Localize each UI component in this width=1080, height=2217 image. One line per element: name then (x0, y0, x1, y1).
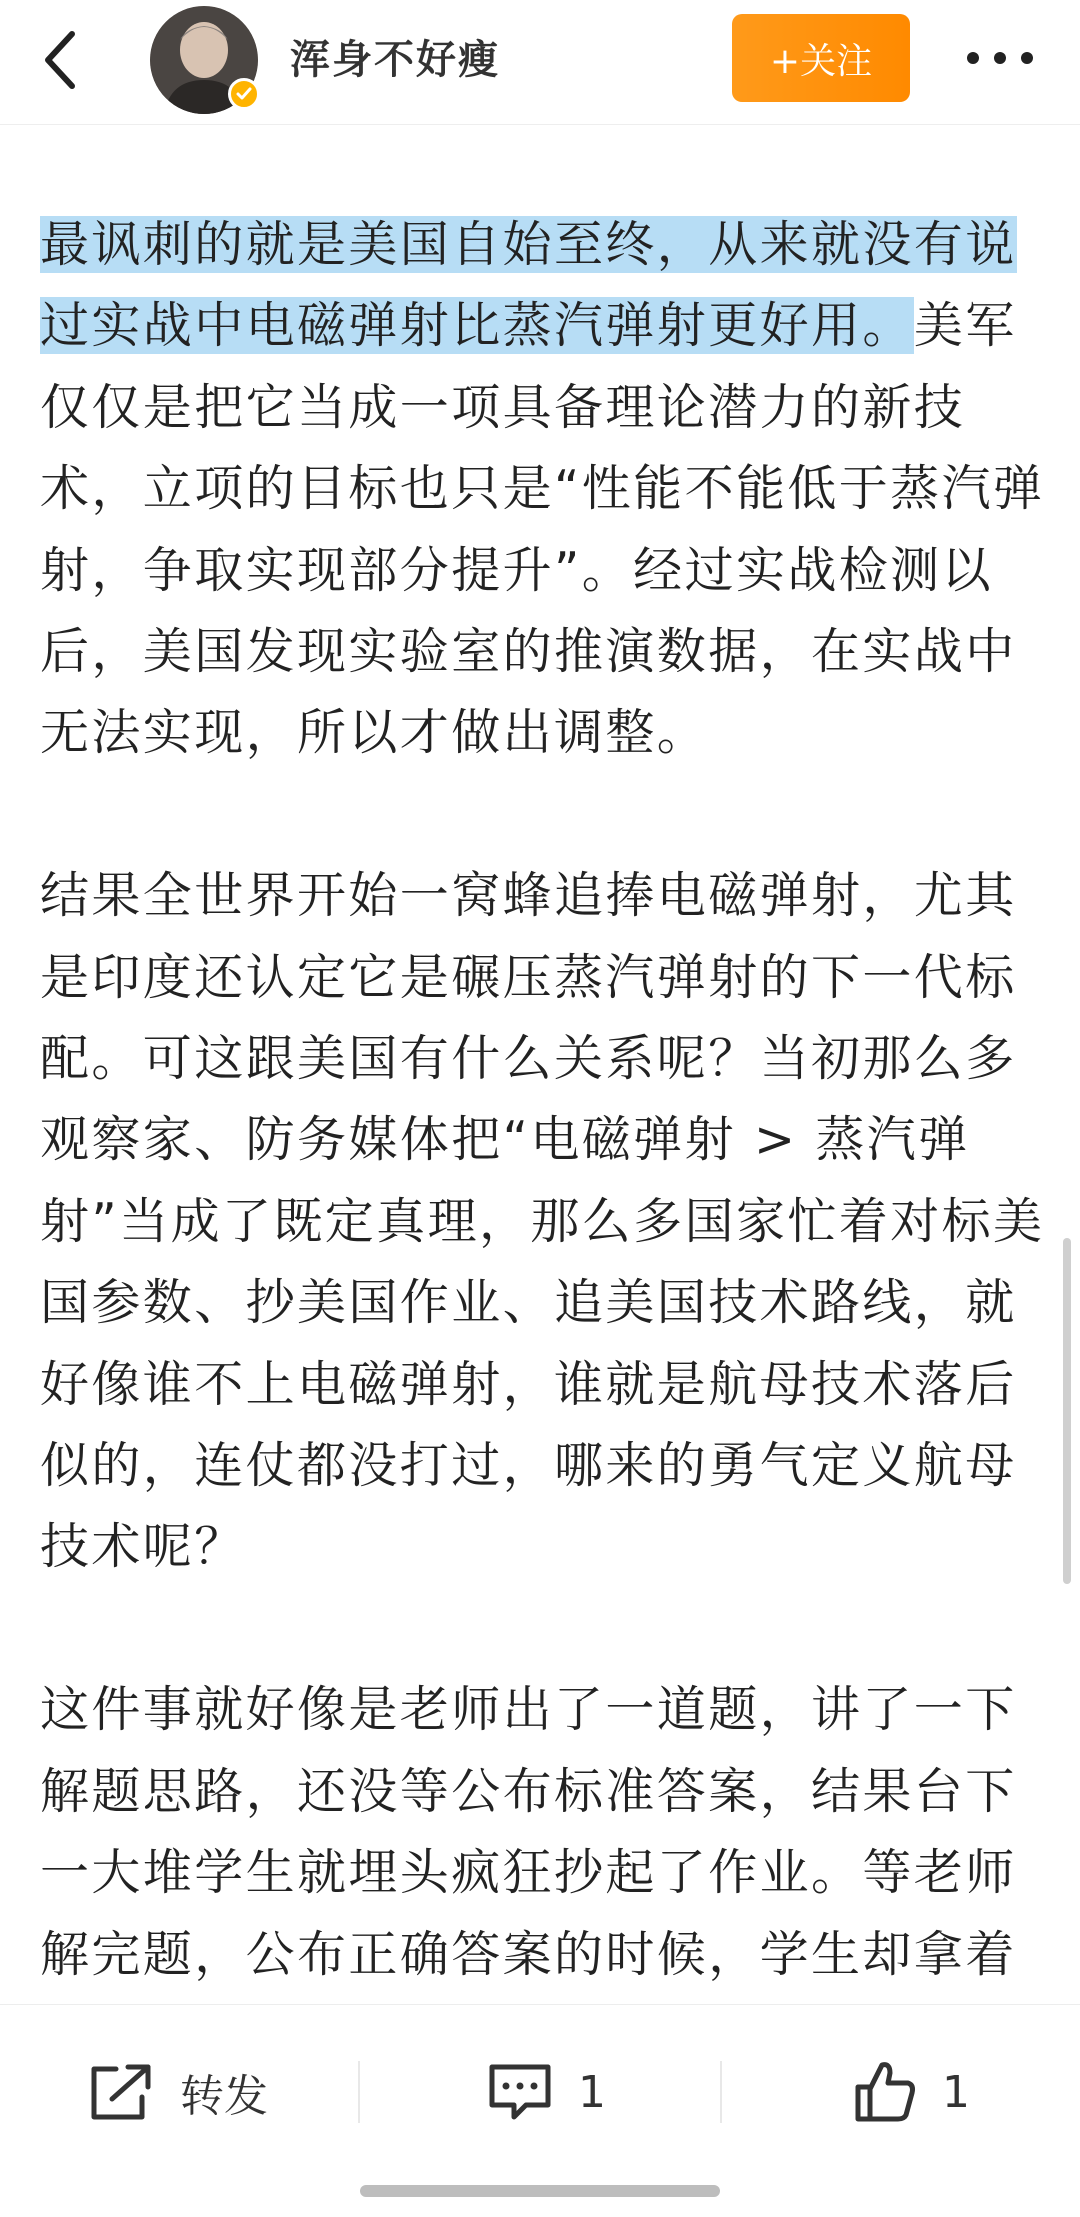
more-dots-icon (965, 50, 1035, 66)
repost-button[interactable] (86, 2049, 268, 2135)
comment-count: 1 (578, 2066, 606, 2118)
bottom-action-bar (0, 2004, 1080, 2217)
top-nav-bar (0, 0, 1080, 125)
article-paragraph (40, 855, 1045, 1588)
more-options-button[interactable] (960, 30, 1040, 86)
article-paragraph (40, 1669, 1045, 1995)
paragraph-text: 美军仅仅是把它当成一项具备理论潜力的新技术，立项的目标也只是“性能不能低于蒸汽弹射，争取实现部分提升”。经过实战检测以后，美国发现实验室的推演数据，在实战中无法实现，所以才做出调整。 (40, 297, 1045, 762)
comment-icon (486, 2061, 554, 2123)
repost-label: 转发 (180, 2071, 268, 2122)
verified-badge-icon (228, 78, 260, 110)
back-button[interactable] (30, 24, 90, 96)
divider (720, 2061, 722, 2123)
home-indicator[interactable] (360, 2185, 720, 2197)
chevron-left-icon (40, 28, 80, 92)
paragraph-text: 结果全世界开始一窝蜂追捧电磁弹射，尤其是印度还认定它是碾压蒸汽弹射的下一代标配。可这跟美国有什么关系呢？当初那么多观察家、防务媒体把“电磁弹射 > 蒸汽弹射”当成了既定真理，那么多国家忙着对标美国参数、抄美国作业、追美国技术路线，就好像谁不上电磁弹射，谁就是航母技术落后似的，连仗都没打过，哪来的勇气定义航母技术呢？ (40, 867, 1045, 1576)
follow-button[interactable]: +关注 (732, 14, 910, 102)
article-paragraph (40, 204, 1045, 774)
share-icon (86, 2061, 156, 2123)
thumbs-up-icon (852, 2059, 918, 2125)
like-count: 1 (942, 2066, 970, 2118)
paragraph-text: 这件事就好像是老师出了一道题，讲了一下解题思路，还没等公布标准答案，结果台下一大堆学生就埋头疯狂抄起了作业。等老师解完题，公布正确答案的时候，学生却拿着 (40, 1681, 1017, 1983)
like-button[interactable] (852, 2049, 970, 2135)
highlighted-text[interactable]: 最讽刺的就是美国自始至终，从来就没有说过实战中电磁弹射比蒸汽弹射更好用。 (40, 216, 1017, 355)
scrollbar[interactable] (1063, 1238, 1071, 1584)
article-body (40, 204, 1045, 2076)
comment-button[interactable] (486, 2049, 606, 2135)
divider (358, 2061, 360, 2123)
author-name[interactable]: 浑身不好瘦 (290, 37, 500, 83)
author-avatar[interactable] (150, 6, 258, 114)
